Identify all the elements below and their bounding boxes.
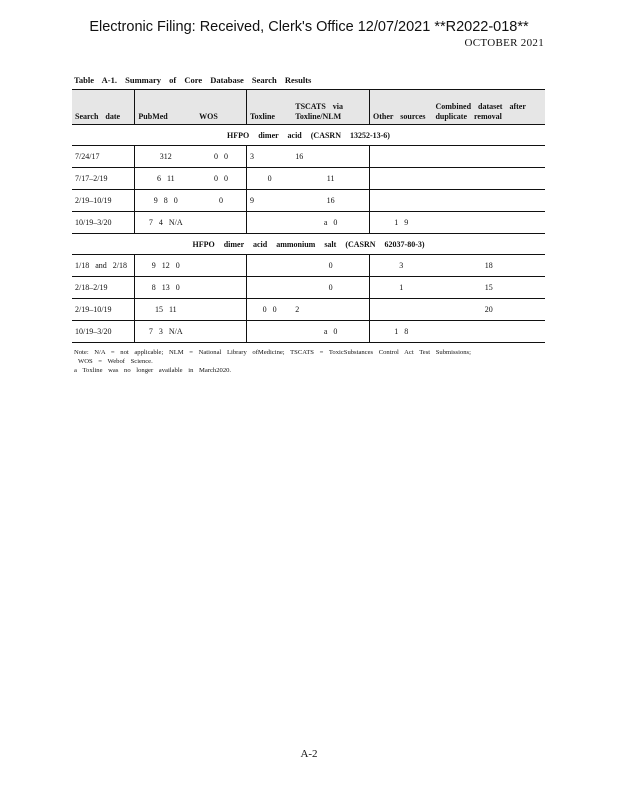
cell-date: 10/19–3/20 <box>72 212 135 234</box>
section-row <box>72 234 545 255</box>
cell-wos <box>196 277 246 299</box>
table-row <box>72 277 545 299</box>
cell-tscats: 16 <box>292 146 369 168</box>
document-date: OCTOBER 2021 <box>464 37 544 49</box>
cell-wos: 0 0 <box>196 146 246 168</box>
section-title: HFPO dimer acid (CASRN 13252-13-6) <box>72 125 545 146</box>
cell-wos: 0 <box>196 190 246 212</box>
cell-pubmed: 8 13 0 <box>135 277 196 299</box>
col-toxline: Toxline <box>246 90 292 125</box>
table-row <box>72 321 545 343</box>
table-row <box>72 212 545 234</box>
cell-pubmed: 9 8 0 <box>135 190 196 212</box>
results-table <box>72 89 545 343</box>
col-combined: Combined dataset after duplicate removal <box>432 90 545 125</box>
cell-pubmed: 312 <box>135 146 196 168</box>
cell-pubmed: 7 4 N/A <box>135 212 196 234</box>
cell-toxline <box>246 321 292 343</box>
table-row <box>72 168 545 190</box>
cell-combined: 18 <box>432 255 545 277</box>
col-other-sources: Other sources <box>370 90 433 125</box>
cell-wos <box>196 321 246 343</box>
cell-other: 1 <box>370 277 433 299</box>
cell-pubmed: 9 12 0 <box>135 255 196 277</box>
note-toxline-footnote: a Toxline was no longer available in March2020. <box>74 367 232 374</box>
cell-date: 7/17–2/19 <box>72 168 135 190</box>
cell-date: 1/18 and 2/18 <box>72 255 135 277</box>
cell-combined <box>432 146 545 168</box>
cell-date: 7/24/17 <box>72 146 135 168</box>
cell-pubmed: 6 11 <box>135 168 196 190</box>
cell-wos <box>196 255 246 277</box>
cell-tscats: a 0 <box>292 212 369 234</box>
cell-tscats: 0 <box>292 255 369 277</box>
cell-wos: 0 0 <box>196 168 246 190</box>
cell-combined <box>432 168 545 190</box>
cell-pubmed: 15 11 <box>135 299 196 321</box>
cell-other <box>370 190 433 212</box>
table-header-row <box>72 90 545 125</box>
table-row <box>72 255 545 277</box>
cell-other: 1 8 <box>370 321 433 343</box>
cell-combined: 20 <box>432 299 545 321</box>
cell-toxline <box>246 277 292 299</box>
cell-combined <box>432 321 545 343</box>
note-wos: WOS = Webof Science. <box>78 358 153 365</box>
cell-date: 2/19–10/19 <box>72 299 135 321</box>
cell-toxline: 0 0 <box>246 299 292 321</box>
cell-toxline <box>246 212 292 234</box>
cell-tscats: 16 <box>292 190 369 212</box>
col-tscats: TSCATS via Toxline/NLM <box>292 90 369 125</box>
page-number: A-2 <box>300 748 318 760</box>
section-title: HFPO dimer acid ammonium salt (CASRN 62037-80-3) <box>72 234 545 255</box>
cell-combined: 15 <box>432 277 545 299</box>
table-caption: Table A-1. Summary of Core Database Search Results <box>74 75 312 85</box>
cell-other: 1 9 <box>370 212 433 234</box>
table-notes <box>74 348 544 375</box>
note-abbreviations: Note: N/A = not applicable; NLM = National Library ofMedicine; TSCATS = ToxicSubstances Control Act Test Submissions; <box>74 349 471 356</box>
cell-combined <box>432 212 545 234</box>
cell-toxline: 0 <box>246 168 292 190</box>
cell-tscats: 0 <box>292 277 369 299</box>
col-search-date: Search date <box>72 90 135 125</box>
cell-tscats: a 0 <box>292 321 369 343</box>
cell-toxline: 3 <box>246 146 292 168</box>
cell-combined <box>432 190 545 212</box>
filing-stamp: Electronic Filing: Received, Clerk's Office 12/07/2021 **R2022-018** <box>89 19 529 35</box>
cell-date: 2/19–10/19 <box>72 190 135 212</box>
table-row <box>72 190 545 212</box>
cell-date: 2/18–2/19 <box>72 277 135 299</box>
cell-toxline <box>246 255 292 277</box>
cell-other <box>370 146 433 168</box>
cell-tscats: 2 <box>292 299 369 321</box>
cell-tscats: 11 <box>292 168 369 190</box>
cell-wos <box>196 212 246 234</box>
table-row <box>72 299 545 321</box>
cell-date: 10/19–3/20 <box>72 321 135 343</box>
table-row <box>72 146 545 168</box>
col-wos: WOS <box>196 90 246 125</box>
cell-toxline: 9 <box>246 190 292 212</box>
col-pubmed: PubMed <box>135 90 196 125</box>
cell-other <box>370 168 433 190</box>
cell-other: 3 <box>370 255 433 277</box>
cell-wos <box>196 299 246 321</box>
cell-other <box>370 299 433 321</box>
section-row <box>72 125 545 146</box>
cell-pubmed: 7 3 N/A <box>135 321 196 343</box>
